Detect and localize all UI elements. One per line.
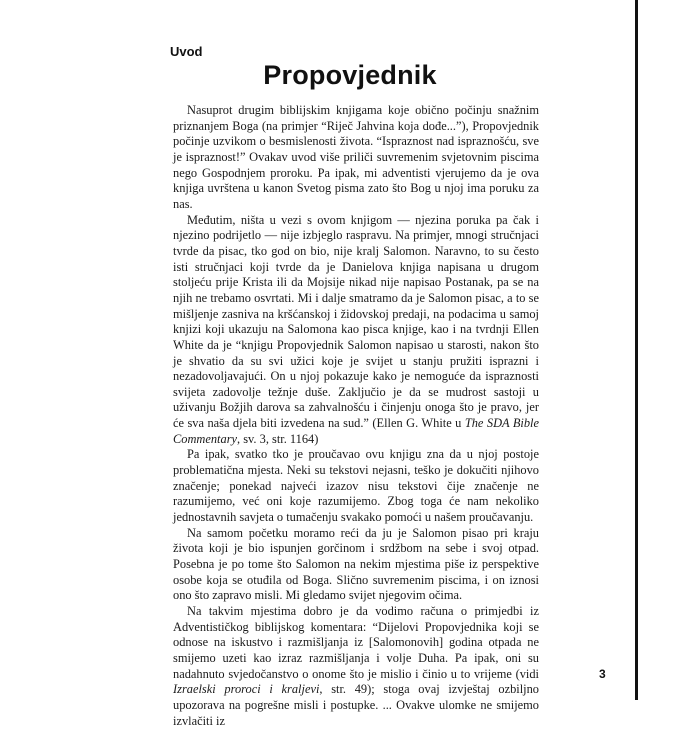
citation-ref-2: , str. 49); stoga ovaj izvještaj ozbiljno upozorava na pogrešne misli i postupke. ... Ovakve ulomke ne smijemo izvlačiti iz — [173, 682, 539, 728]
citation-work-2: Izraelski proroci i kraljevi — [173, 682, 320, 697]
paragraph-authorship-text: Međutim, ništa u vezi s ovom knjigom — njezina poruka pa čak i njezino podrijetlo — nije izbjeglo raspravu. Na primjer, mnogi stručnjaci tvrde da pisac, tko god on bio, nije kralj Salomon. Naravno, to su često isti stručnjaci koji tvrde da je Danielova knjiga napisana u drugom stoljeću prije Krista ili da Mojsije nikad nije napisao Postanak, pa se na njih ne trebamo osvrtati. Mi i dalje smatramo da je Salomon pisac, a to se mišljenje zasniva na kršćanskoj i židovskoj predaji, na podacima u samoj knjizi koji ukazuju na Salomona kao pisca knjige, kao i na tvrdnji Ellen White da je “knjigu Propovjednik Salomon napisao u starosti, nakon što je shvatio da su svi užici koje je svijet u stanju pružiti isprazni i nezadovoljavajući. On u njoj pokazuje kako je nemoguće da ispraznosti svijeta zadovolje težnje duše. Zaključio je da se mudrost sastoji u uživanju Božjih darova sa zahvalnošću i činjenju onoga što je pravo, jer će sva naša djela biti izvedena na sud.” (Ellen G. White u — [173, 212, 539, 431]
paragraph-commentary-text: Na takvim mjestima dobro je da vodimo računa o primjedbi iz Adventističkog biblijskog komentara: “Dijelovi Propovjednika koji se odnose na iskustvo i razmišljanja iz [Salomonovih] godina otpada ne smijemo uzeti kao izraz razmišljanja i volje Duha. Pa ipak, oni su nadahnuto svjedočanstvo o onome što je mislio i činio u to vrijeme (vidi — [173, 604, 539, 681]
body-text — [173, 103, 539, 729]
paragraph-commentary — [173, 604, 539, 729]
paragraph-perspective: Na samom početku moramo reći da ju je Salomon pisao pri kraju života koji je bio ispunjen gorčinom i srdžbom na sebe i svoj otpad. Posebna je po tome što Salomon na nekim mjestima piše iz perspektive osobe koja se otuđila od Boga. Slično suvremenim piscima, i on iznosi ono što zapravo misli. Mi gledamo svijet njegovim očima. — [173, 525, 539, 603]
citation-work: The SDA Bible Commentary — [173, 416, 540, 446]
page-number: 3 — [599, 667, 606, 681]
paragraph-intro: Nasuprot drugim biblijskim knjigama koje obično počinju snažnim priznanjem Boga (na primjer “Riječ Jahvina koja dođe...”), Propovjednik počinje uzvikom o besmislenosti života. “Ispraznost nad ispraznošću, sve je ispraznost!” Ovakav uvod više priliči suvremenim svjetovnim piscima nego Gospodnjem proroku. Pa ipak, mi adventisti vjerujemo da je ova knjiga uvrštena u kanon Svetog pisma zato što Bog u njoj ima poruku za nas. — [173, 103, 539, 211]
paragraph-authorship — [173, 213, 539, 448]
section-label: Uvod — [170, 44, 203, 59]
page-title: Propovjednik — [263, 60, 437, 90]
citation-ref: , sv. 3, str. 1164) — [237, 431, 319, 446]
paragraph-problems: Pa ipak, svatko tko je proučavao ovu knjigu zna da u njoj postoje problematična mjesta. Neki su tekstovi nejasni, teško je dokučiti njihovo značenje; ponekad najveći izazov nisu tekstovi čije značenje ne razumijemo, već oni koje razumijemo. Zbog toga će nam nekoliko jednostavnih savjeta o tumačenju svakako pomoći u našem proučavanju. — [173, 447, 539, 525]
